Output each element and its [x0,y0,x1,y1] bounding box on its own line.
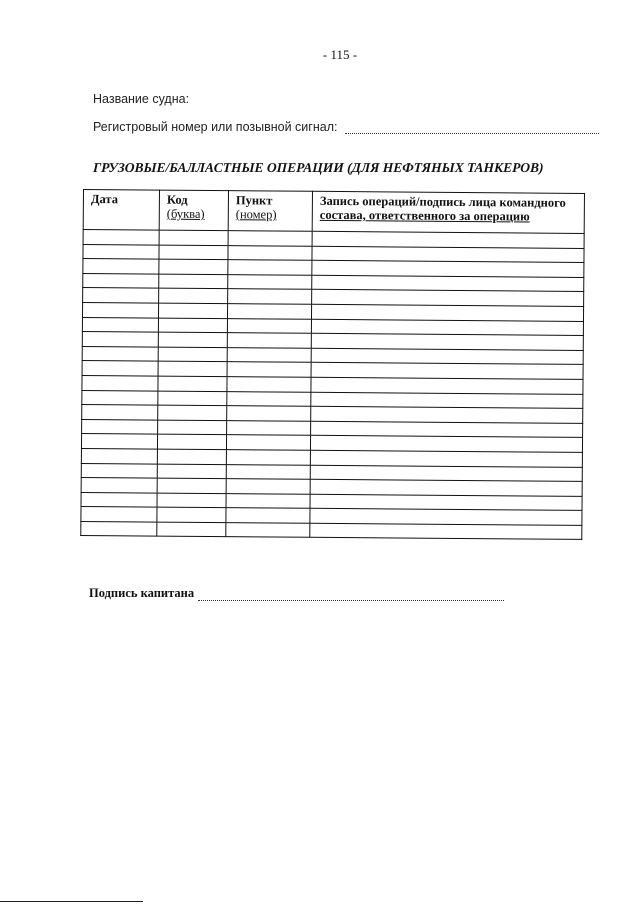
table-cell[interactable] [82,419,158,434]
table-cell[interactable] [158,376,227,391]
table-cell[interactable] [157,478,226,493]
table-cell[interactable] [158,361,227,376]
table-cell[interactable] [228,289,312,304]
table-cell[interactable] [158,318,227,333]
registration-label-text: Регистровый номер или позывной сигнал: [93,120,338,134]
footnote-rule [0,901,143,902]
header-point-label: Пункт [235,193,273,208]
ship-name-label [93,92,189,106]
page-number: - 115 - [322,47,358,62]
table-cell[interactable] [157,449,226,464]
table-cell[interactable] [228,274,312,289]
captain-signature-blank-field[interactable] [198,590,504,601]
table-cell[interactable] [228,231,312,246]
table-cell[interactable] [157,493,226,508]
captain-signature-line [89,586,504,601]
captain-signature-label: Подпись капитана [89,586,195,600]
table-cell[interactable] [81,521,157,536]
table-cell[interactable] [81,448,157,463]
table-cell[interactable] [83,259,159,274]
table-cell[interactable] [226,493,310,508]
table-cell[interactable] [82,361,158,376]
table-cell[interactable] [82,405,158,420]
table-cell[interactable] [157,522,226,537]
table-cell[interactable] [82,302,158,317]
table-cell[interactable] [83,230,159,245]
table-cell[interactable] [158,332,227,347]
table-cell[interactable] [82,346,158,361]
table-cell[interactable] [81,434,157,449]
table-cell[interactable] [227,304,311,319]
table-header-row [83,190,584,234]
table-cell[interactable] [158,391,227,406]
table-cell[interactable] [227,318,311,333]
table-cell[interactable] [157,464,226,479]
ship-name-label-text: Название судна: [93,92,190,106]
header-date-label: Дата [90,192,119,207]
header-code-sub: (буква) [166,206,205,221]
table-cell[interactable] [81,478,157,493]
table-cell[interactable] [83,244,159,259]
table-cell[interactable] [226,508,310,523]
table-cell[interactable] [82,375,158,390]
table-cell[interactable] [83,288,159,303]
table-cell[interactable] [158,405,227,420]
table-cell[interactable] [82,317,158,332]
table-cell[interactable] [226,464,310,479]
table-cell[interactable] [226,450,310,465]
section-title: ГРУЗОВЫЕ/БАЛЛАСТНЫЕ ОПЕРАЦИИ (ДЛЯ НЕФТЯНЫХ ТАНКЕРОВ) [92,160,544,175]
table-cell[interactable] [83,273,159,288]
registration-blank-field[interactable] [345,123,599,134]
operations-table [80,189,585,540]
table-cell[interactable] [159,230,228,245]
table-cell[interactable] [226,435,310,450]
table-body [81,230,584,540]
table-cell[interactable] [82,332,158,347]
table-cell[interactable] [159,259,228,274]
table-cell[interactable] [228,260,312,275]
table-cell[interactable] [227,406,311,421]
table-cell[interactable] [227,333,311,348]
header-point-sub: (номер) [235,207,277,222]
table-cell[interactable] [158,303,227,318]
table-cell[interactable] [82,390,158,405]
header-code-label: Код [166,192,188,207]
header-record-line1: Запись операций/подпись лица командного [319,193,566,210]
table-cell[interactable] [159,245,228,260]
header-code [159,190,228,231]
table-cell[interactable] [227,347,311,362]
table-cell[interactable] [228,245,312,260]
table-cell[interactable] [159,288,228,303]
table-cell[interactable] [157,507,226,522]
table-cell[interactable] [159,274,228,289]
table-cell[interactable] [81,463,157,478]
table-cell[interactable] [310,523,582,540]
table-cell[interactable] [157,434,226,449]
table-cell[interactable] [227,362,311,377]
table-cell[interactable] [227,377,311,392]
header-record [312,191,584,233]
table-cell[interactable] [226,523,310,538]
table-cell[interactable] [227,391,311,406]
table-row [81,521,582,540]
table-cell[interactable] [227,420,311,435]
table-cell[interactable] [226,479,310,494]
header-record-line2: состава, ответственного за операцию [319,207,530,224]
table-cell[interactable] [81,492,157,507]
table-cell[interactable] [158,347,227,362]
registration-line [93,120,599,134]
table-cell[interactable] [158,420,227,435]
table-cell[interactable] [81,507,157,522]
header-date [83,190,159,231]
header-point [228,191,312,232]
